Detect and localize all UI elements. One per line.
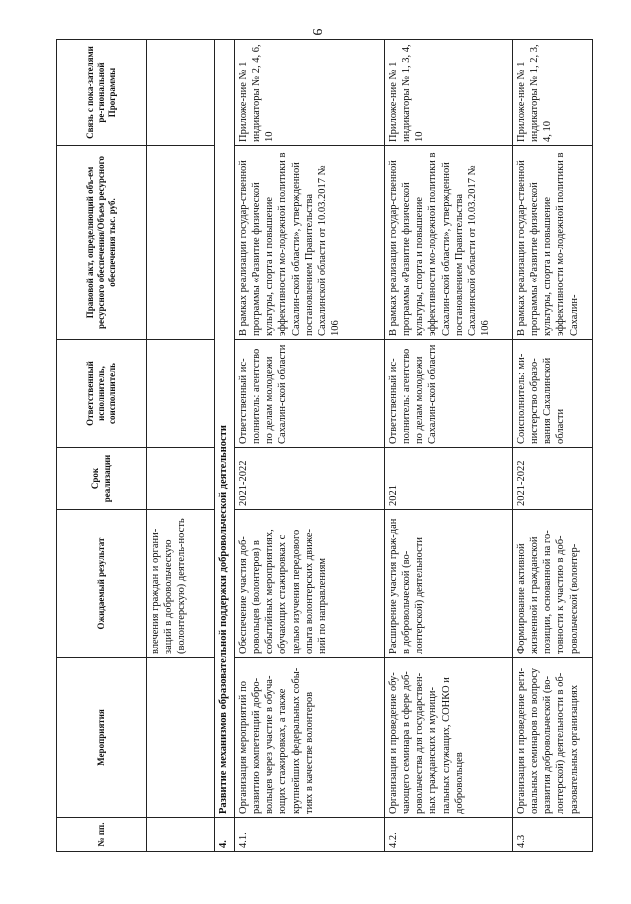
row-event: Организация и проведение реги-ональных семинаров по вопросу развития добровольческой (во-лонтерской) деятельности в об-разовательных организациях xyxy=(513,658,593,818)
rotated-table-container xyxy=(56,40,607,852)
plan-table xyxy=(56,39,593,852)
row-link: Приложе-ние № 1 индикаторы № 1, 2, 3, 4, 10 xyxy=(513,40,593,146)
table-row xyxy=(235,40,385,852)
header-num: № пп. xyxy=(57,818,147,852)
row-result: Обеспечение участия доб-ровольцев (волонтеров) в событийных мероприятиях, обучающих стажировках с целью изучения передового опыта волонтерских движе-ний по направлениям xyxy=(235,510,385,658)
row-term: 2021-2022 xyxy=(513,448,593,510)
row-num: 4.1. xyxy=(235,818,385,852)
row-executor: Соисполнитель: ми-нистерство образо-вания Сахалинской области xyxy=(513,340,593,448)
page-number: 9 xyxy=(308,28,324,36)
section-row xyxy=(215,40,235,852)
row-result: Формирование активной жизненной и гражданской позиции, основанной на го-товности к участию в доб-ровольческой (волонтер- xyxy=(513,510,593,658)
row-term: 2021-2022 xyxy=(235,448,385,510)
header-row xyxy=(57,40,147,852)
header-link: Связь с пока-зателями ре-гиональной Программы xyxy=(57,40,147,146)
row-legal: В рамках реализации государ-ственной программы «Развитие физической культуры, спорта и повышение эффективности мо-лодежной политики в Сахалин-ской области», утвержденной постановлением Правительства Сахалинской области от 10.03.2017 № 106 xyxy=(235,146,385,340)
section-num: 4. xyxy=(215,818,235,852)
row-term: 2021 xyxy=(385,448,513,510)
row-legal: В рамках реализации государ-ственной программы «Развитие физической культуры, спорта и повышение эффективности мо-лодежной политики в Сахалин-ской области», утвержденной постановлением Правительства Сахалинской области от 10.03.2017 № 106 xyxy=(385,146,513,340)
row-link: Приложе-ние № 1 индикаторы № 2, 4, 6, 10 xyxy=(235,40,385,146)
continuation-result: влечения граждан и органи-заций в добровольческую (волонтерскую) деятель-ность xyxy=(147,510,215,658)
row-legal: В рамках реализации государ-ственной программы «Развитие физической культуры, спорта и повышение эффективности мо-лодежной политики в Сахалин- xyxy=(513,146,593,340)
row-num: 4.2. xyxy=(385,818,513,852)
header-legal: Правовой акт, определяющий объ-ем ресурсного обеспечения/Объем ресурсного обеспечения тыс. руб. xyxy=(57,146,147,340)
row-result: Расширение участия граж-дан в добровольческой (во-лонтерской) деятельности xyxy=(385,510,513,658)
table-row xyxy=(513,40,593,852)
header-event: Мероприятия xyxy=(57,658,147,818)
row-event: Организация мероприятий по развитию компетенций добро-вольцев через участие в обуча-ющих стажировках, а также крупнейших федеральных собы-тиях в качестве волонтеров xyxy=(235,658,385,818)
continuation-row xyxy=(147,40,215,852)
header-executor: Ответственный исполнитель, соисполнитель xyxy=(57,340,147,448)
row-executor: Ответственный ис-полнитель: агентство по делам молодежи Сахалин-ской области xyxy=(235,340,385,448)
row-event: Организация и проведение обу-чающего семинара в сфере доб-ровольчества для государствен-ных гражданских и муници-пальных служащих, СОНКО и добровольцев xyxy=(385,658,513,818)
row-link: Приложе-ние № 1 индикаторы № 1, 3, 4, 10 xyxy=(385,40,513,146)
header-term: Срок реализации xyxy=(57,448,147,510)
row-executor: Ответственный ис-полнитель: агентство по делам молодежи Сахалин-ской области xyxy=(385,340,513,448)
section-title: Развитие механизмов образовательной поддержки добровольческой деятельности xyxy=(215,40,235,818)
table-row xyxy=(385,40,513,852)
header-result: Ожидаемый результат xyxy=(57,510,147,658)
row-num: 4.3 xyxy=(513,818,593,852)
